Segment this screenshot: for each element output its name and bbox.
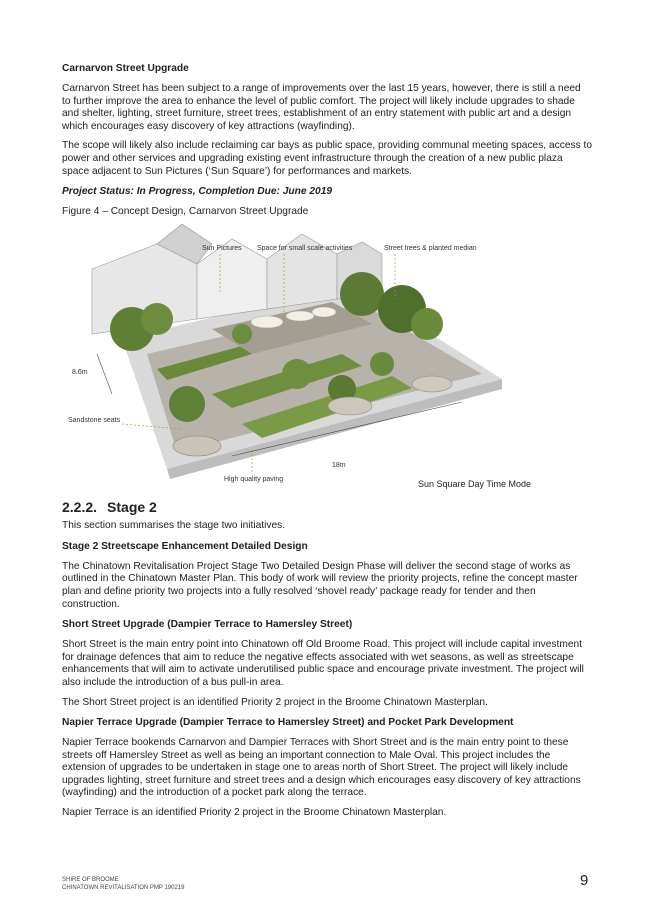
- footer-doc: CHINATOWN REVITALISATION PMP 190219: [62, 885, 185, 891]
- napier-terrace-heading: Napier Terrace Upgrade (Dampier Terrace to Hamersley Street) and Pocket Park Development: [62, 717, 514, 729]
- detailed-design-heading: Stage 2 Streetscape Enhancement Detailed Design: [62, 540, 308, 552]
- concept-design-illustration: [62, 224, 582, 489]
- label-width: 8.6m: [72, 369, 88, 377]
- napier-terrace-para-2: Napier Terrace is an identified Priority 2 project in the Broome Chinatown Masterplan.: [62, 807, 447, 819]
- section-number: 2.2.2.: [62, 499, 98, 516]
- carnarvon-para-2: The scope will likely also include reclaiming car bays as public space, providing communal meeting spaces, access to power and other services and upgrading existing event infrastructure through the creation of a new public plaza space adjacent to Sun Pictures (‘Sun Square’) for performances and markets.: [62, 140, 592, 177]
- detailed-design-para: The Chinatown Revitalisation Project Stage Two Detailed Design Phase will deliver the second stage of works as outlined in the Chinatown Master Plan. This body of work will review the priority projects, refine the concept master plan and define priority two projects into a fully resolved ‘shovel ready’ package ready for tender and then construction.: [62, 560, 578, 610]
- label-street-trees: Street trees & planted median: [384, 245, 477, 253]
- short-street-heading: Short Street Upgrade (Dampier Terrace to Hamersley Street): [62, 619, 353, 631]
- section-heading-stage-2: [62, 499, 592, 516]
- label-small-activities: Space for small scale activities: [257, 245, 353, 253]
- footer-org: SHIRE OF BROOME: [62, 877, 119, 883]
- footer: [62, 876, 184, 892]
- carnarvon-heading: Carnarvon Street Upgrade: [62, 63, 189, 74]
- figure-title: Sun Square Day Time Mode: [418, 479, 532, 490]
- figure-caption: Figure 4 – Concept Design, Carnarvon Street Upgrade: [62, 206, 309, 218]
- project-status: Project Status: In Progress, Completion Due: June 2019: [62, 186, 333, 198]
- label-sandstone-seats: Sandstone seats: [68, 417, 121, 425]
- label-sun-pictures: Sun Pictures: [202, 245, 242, 253]
- stage2-intro: This section summarises the stage two initiatives.: [62, 520, 286, 532]
- label-length: 18m: [332, 462, 346, 470]
- napier-terrace-para-1: Napier Terrace bookends Carnarvon and Dampier Terraces with Short Street and is the main entry point to these streets off Hamersley Street as well as being an important connection to Male Oval. This project includes the extension of upgrades to be undertaken in stage one to areas north of Short Street. The project will likely include upgrades lighting, street furniture and street trees and a design which encourages easy discovery of key attractions (wayfinding) and the introduction of a pocket park along the terrace.: [62, 737, 581, 799]
- concept-design-figure: [62, 224, 582, 489]
- short-street-para-2: The Short Street project is an identified Priority 2 project in the Broome Chinatown Masterplan.: [62, 696, 488, 708]
- label-high-quality-paving: High quality paving: [224, 476, 284, 484]
- page-content: [62, 62, 592, 827]
- short-street-para-1: Short Street is the main entry point into Chinatown off Old Broome Road. This project will include capital investment for drainage defences that aim to reduce the negative effects associated with wet seasons, as well as streetscape enhancements that will aim to activate underutilised public space and encourage private investment. The project will also include the introduction of a bus pull-in area.: [62, 639, 584, 688]
- page-number: 9: [580, 872, 589, 889]
- carnarvon-para-1: Carnarvon Street has been subject to a range of improvements over the last 15 years, however, there is still a need to further improve the area to enhance the level of public comfort. The project will likely include upgrades to shade and shelter, lighting, street furniture, street trees, establishment of an entry statement with public art and a design which encourages easy discovery of key attractions (wayfinding).: [62, 83, 581, 132]
- section-title: Stage 2: [107, 499, 157, 516]
